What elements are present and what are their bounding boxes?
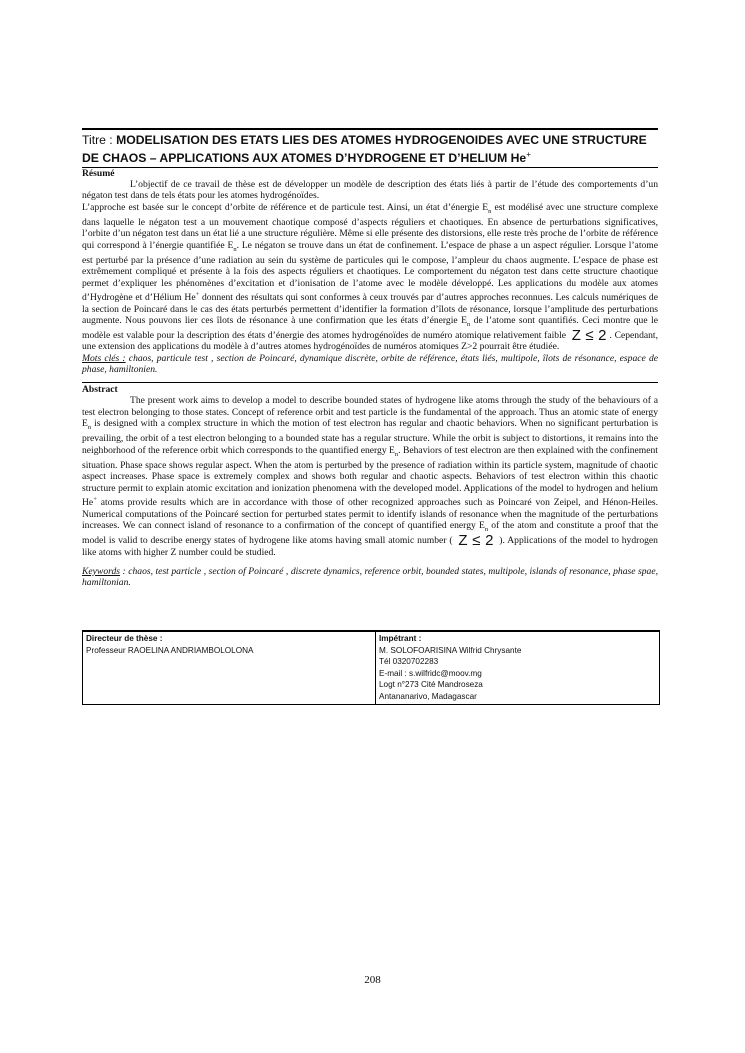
resume-p2-part-b: est modélisé avec une structure complexe dans laquelle le négaton test a un mouvement chaotique composé d’aspects réguliers et chaotiques. En absence de perturbations significatives, l’orbite d’un négaton test dans un état lié a une structure régulière. Même si elle présente des distorsions, elle reste très proche de l’orbite de référence qui correspond à l’énergie quantifiée E — [82, 201, 658, 251]
abstract-part-c: . Behaviors of test electron are then explained with the confinement situation. Phase space shows regular aspect. When the atom is perturbed by the presence of radiation within its particle system, magnitude of chaotic aspect increases. Phase space is extremely complex and shows both regular and chaotic aspects. Behaviors of test electron within this chaotic structure permit to explain atomic excitation and ionization phenomena with the developed model. Applications of the model to hydrogen and helium He — [82, 444, 658, 509]
abstract-part-b: is designed with a complex structure in which the motion of test electron has regular and chaotic behaviors. When no significant perturbation is prevailing, the orbit of a test electron belonging to a bounded state has a regular structure. While the orbit is subject to distortions, it remains into the neighborhood of the reference orbit which corresponds to the quantified energy E — [82, 418, 658, 456]
director-name: Professeur RAOELINA ANDRIAMBOLOLONA — [86, 645, 254, 655]
abstract-section — [82, 382, 658, 588]
resume-section — [82, 168, 658, 375]
abstract-part-f: ). Applications of the model to hydrogen like atoms with higher Z number could be studied. — [82, 535, 658, 558]
abstract-part-d: atoms provide results which are in accordance with those of other recognized approaches such as Poincaré von Zeipel, and Hénon-Heiles. Numerical computations of the Poincaré section for perturbed states permit to identify islands of resonance when the magnitude of the perturbations increases. We can connect island of resonance to a confirmation of the concept of quantified energy E — [82, 497, 658, 531]
applicant-column — [376, 632, 659, 704]
abstract-sub-n-2: n — [394, 450, 399, 458]
abstract-keywords-text: : chaos, test particle , section of Poincaré , discrete dynamics, reference orbit, bounded states, multipole, islands of resonance, phase spae, hamiltonian. — [82, 565, 658, 589]
document-body — [82, 128, 658, 589]
title-prefix: Titre : — [82, 133, 117, 147]
abstract-sup-plus: + — [93, 496, 97, 504]
abstract-part-a: The present work aims to develop a model to describe bounded states of hydrogene like atoms through the study of the behaviours of a test electron belonging to those states. Concept of reference orbit and test particle is the fundamental of the approach. Thus an atomic state of energy E — [82, 395, 658, 430]
director-label: Directeur de thèse : — [86, 634, 163, 643]
top-rule — [82, 128, 658, 130]
resume-paragraph-1: L’objectif de ce travail de thèse est de développer un modèle de description des états liés à partir de l’étude des comportements d’un négaton test dans de tels états pour les atomes hydrogénoïdes. — [82, 179, 658, 202]
info-box — [82, 630, 660, 705]
applicant-line: E-mail : s.wilfridc@moov.mg — [379, 668, 482, 678]
resume-paragraph-2 — [82, 202, 658, 353]
abstract-sub-n: n — [87, 424, 92, 432]
title-text: MODELISATION DES ETATS LIES DES ATOMES HYDROGENOIDES AVEC UNE STRUCTURE DE CHAOS – APPLICATIONS AUX ATOMES D’HYDROGENE ET D’HELIUM He — [82, 133, 647, 165]
page-title — [82, 133, 658, 165]
applicant-label: Impétrant : — [379, 634, 422, 643]
resume-p2-part-c: . Le négaton se trouve dans un état de confinement. L’espace de phase a un aspect régulier. Lorsque l’atome est perturbé par la présence d’une radiation au sein du système de particules qui le compose, l’ampleur du chaos augmente. L’espace de phase est extrêmement compliqué et présente à la fois des aspects réguliers et chaotiques. Le comportement du négaton test dans cette structure chaotique permet d’expliquer les phénomènes d’excitation et d’ionisation de l’atome avec le modèle développé. Les applications du modèle aux atomes d’Hydrogène et d’Hélium He — [82, 239, 659, 304]
abstract-sub-n-3: n — [484, 525, 489, 533]
resume-keywords-label: Mots clés : — [82, 352, 126, 364]
resume-sub-n: n — [488, 207, 492, 215]
resume-sup-plus: + — [195, 290, 200, 298]
resume-keywords-text: chaos, particule test , section de Poincaré, dynamique discrète, orbite de référence, états liés, multipole, îlots de résonance, espace de phase, hamiltonien. — [82, 352, 658, 376]
abstract-keywords-label: Keywords — [82, 565, 121, 577]
resume-p2-part-e: de l’atome sont quantifiés. Ceci montre que le modèle est valable pour la description des états d’énergie des atomes hydrogénoïdes de numéro atomique relativement faible — [82, 314, 658, 342]
resume-sub-n-3: n — [466, 320, 471, 328]
page-number: 208 — [364, 974, 381, 986]
resume-p2-part-d: donnent des résultats qui sont conformes à ceux trouvés par d’autres approches reconnues. Les calculs numériques de la section de Poincaré dans le cas des états perturbés permettent d’identifier la formation d’îlots de résonance, lorsque l’amplitude des perturbations augmente. Nous pouvons lier ces îlots de résonance à une confirmation que les états d’énergie E — [82, 292, 658, 326]
applicant-line: Antananarivo, Madagascar — [379, 691, 477, 701]
director-column — [83, 632, 376, 704]
abstract-paragraph — [82, 395, 658, 557]
applicant-line: M. SOLOFOARISINA Wilfrid Chrysante — [379, 645, 522, 655]
applicant-line: Tél 0320702283 — [379, 657, 439, 666]
abstract-heading: Abstract — [82, 384, 118, 396]
resume-keywords — [82, 353, 658, 376]
resume-z-equation: Z ≤ 2 — [571, 327, 607, 345]
abstract-z-equation: Z ≤ 2 — [458, 532, 494, 550]
abstract-keywords — [82, 566, 658, 589]
resume-sub-n-2: n — [233, 245, 237, 253]
resume-p2-part-a: L’approche est basée sur le concept d’orbite de référence et de particule test. Ainsi, un état d’énergie E — [82, 201, 489, 213]
resume-heading: Résumé — [82, 168, 115, 180]
title-sup: + — [526, 149, 531, 159]
resume-p2-part-f: . Cependant, une extension des applications du modèle à d’autres atomes hydrogénoïdes de numéros atomiques Z>2 pourrait être étudiée. — [82, 330, 658, 353]
abstract-part-e: of the atom and constitute a proof that the model is valid to describe energy states of hydrogene like atoms having small atomic number ( — [82, 519, 659, 547]
applicant-line: Logt n°273 Cité Mandroseza — [379, 680, 483, 689]
